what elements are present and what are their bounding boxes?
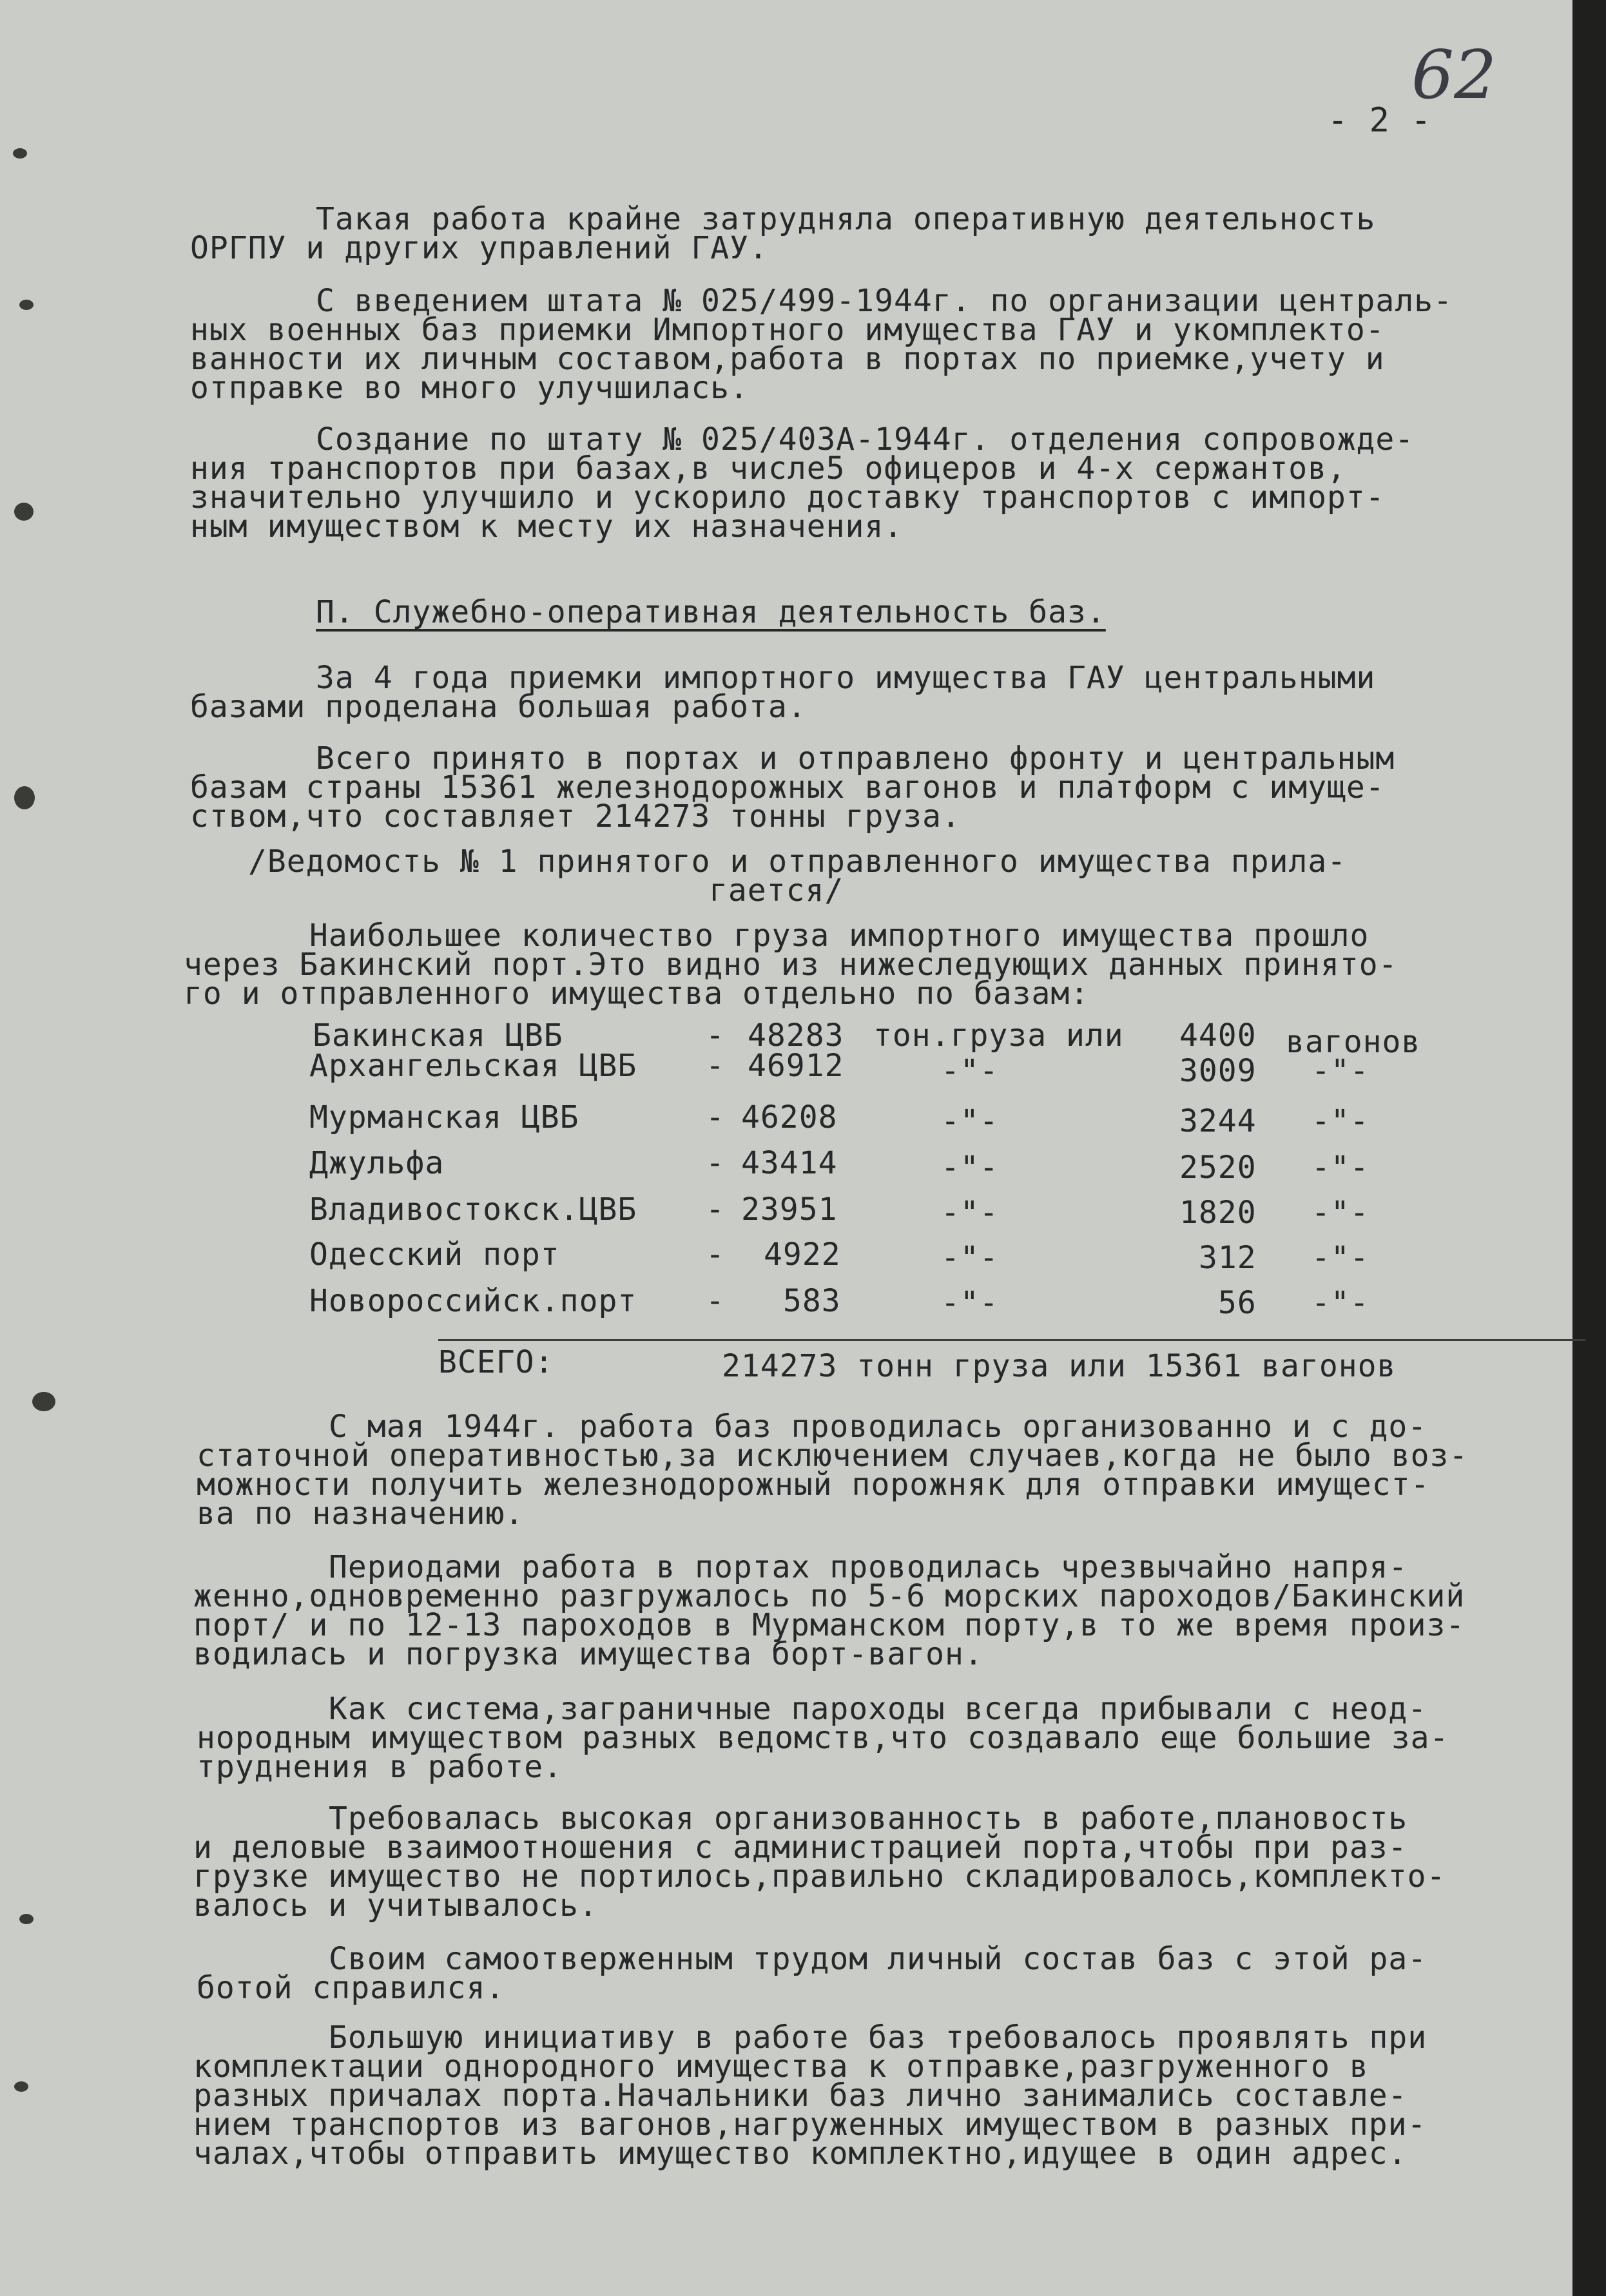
- dash: -: [706, 1048, 725, 1084]
- binding-hole: [14, 786, 35, 809]
- text-line: порт/ и по 12-13 пароходов в Мурманском порту,в то же время произ-: [193, 1607, 1466, 1643]
- base-name: Одесский порт: [309, 1237, 560, 1273]
- total-label: ВСЕГО:: [438, 1344, 554, 1380]
- text-line: женно,одновременно разгружалось по 5-6 морских пароходов/Бакинский: [193, 1578, 1466, 1614]
- binding-hole: [14, 503, 34, 521]
- binding-hole: [13, 148, 27, 159]
- wagons-value: 312: [1199, 1240, 1257, 1276]
- base-name: Джульфа: [309, 1145, 445, 1181]
- text-line: отправке во много улучшилась.: [190, 370, 750, 406]
- text-line: базам страны 15361 железнодорожных вагонов и платформ с имуще-: [190, 769, 1385, 806]
- text-line: водилась и погрузка имущества борт-вагон.: [193, 1636, 983, 1672]
- text-line: гается/: [709, 873, 844, 909]
- tons-value: 43414: [741, 1145, 838, 1181]
- section-heading: П. Служебно-оперативная деятельность баз.: [316, 594, 1106, 630]
- text-line: Всего принято в портах и отправлено фронту и центральным: [316, 740, 1395, 777]
- text-line: грузке имущество не портилось,правильно складировалось,комплекто-: [193, 1858, 1446, 1895]
- ditto-mark: -"-: [1311, 1053, 1369, 1089]
- base-name: Архангельская ЦВБ: [309, 1048, 637, 1084]
- ditto-mark: -"-: [1311, 1150, 1369, 1186]
- dash: -: [706, 1237, 725, 1273]
- text-line: труднения в работе.: [197, 1749, 563, 1785]
- ditto-mark: -"-: [1311, 1195, 1369, 1231]
- page-number: - 2 -: [1328, 101, 1432, 140]
- text-line: Как система,заграничные пароходы всегда прибывали с неод-: [329, 1691, 1427, 1727]
- binding-hole: [19, 300, 34, 310]
- text-line: значительно улучшило и ускорило доставку транспортов с импорт-: [190, 479, 1385, 516]
- text-line: ОРГПУ и других управлений ГАУ.: [190, 230, 768, 266]
- tons-value: 48283: [748, 1018, 844, 1054]
- unit-text: тон.груза или: [873, 1018, 1124, 1054]
- ditto-mark: -"-: [941, 1195, 999, 1231]
- wagons-value: 3244: [1179, 1103, 1257, 1139]
- dash: -: [706, 1191, 725, 1228]
- tons-value: 4922: [764, 1237, 841, 1273]
- wagons-value: 4400: [1179, 1018, 1257, 1054]
- tons-value: 23951: [741, 1191, 838, 1228]
- wagons-value: 1820: [1179, 1195, 1257, 1231]
- binding-hole: [19, 1914, 34, 1924]
- ditto-mark: -"-: [941, 1103, 999, 1139]
- ditto-mark: -"-: [941, 1240, 999, 1276]
- total-rule: [438, 1339, 1585, 1341]
- total-value: 214273 тонн груза или 15361 вагонов: [722, 1348, 1397, 1384]
- text-line: ния транспортов при базах,в числе5 офицеров и 4-х сержантов,: [190, 450, 1346, 487]
- dash: -: [706, 1283, 725, 1319]
- ditto-mark: -"-: [941, 1150, 999, 1186]
- text-line: Большую инициативу в работе баз требовалось проявлять при: [329, 2020, 1427, 2056]
- text-line: Периодами работа в портах проводилась чрезвычайно напря-: [329, 1549, 1408, 1585]
- ditto-mark: -"-: [1311, 1240, 1369, 1276]
- text-line: нородным имуществом разных ведомств,что создавало еще большие за-: [197, 1720, 1449, 1756]
- unit-text: вагонов: [1286, 1024, 1421, 1060]
- ditto-mark: -"-: [1311, 1285, 1369, 1321]
- text-line: Создание по штату № 025/403А-1944г. отделения сопровожде-: [316, 421, 1415, 458]
- text-line: ва по назначению.: [197, 1496, 525, 1532]
- tons-value: 46208: [741, 1099, 838, 1135]
- text-line: статочной оперативностью,за исключением случаев,когда не было воз-: [197, 1438, 1469, 1474]
- text-line: С мая 1944г. работа баз проводилась организованно и с до-: [329, 1409, 1427, 1445]
- text-line: За 4 года приемки импортного имущества ГАУ центральными: [316, 660, 1376, 696]
- base-name: Бакинская ЦВБ: [313, 1018, 563, 1054]
- base-name: Мурманская ЦВБ: [309, 1099, 579, 1135]
- base-name: Новороссийск.порт: [309, 1283, 637, 1319]
- text-line: /Ведомость № 1 принятого и отправленного имущества прила-: [248, 844, 1347, 880]
- handwritten-page-number: 62: [1411, 35, 1497, 114]
- text-line: комплектации однородного имущества к отправке,разгруженного в: [193, 2049, 1369, 2085]
- ditto-mark: -"-: [941, 1285, 999, 1321]
- text-line: ных военных баз приемки Импортного имущества ГАУ и укомплекто-: [190, 312, 1385, 348]
- text-line: ботой справился.: [197, 1970, 505, 2006]
- tons-value: 46912: [748, 1048, 844, 1084]
- dash: -: [706, 1018, 725, 1054]
- wagons-value: 3009: [1179, 1053, 1257, 1089]
- dash: -: [706, 1145, 725, 1181]
- base-name: Владивостокск.ЦВБ: [309, 1191, 637, 1228]
- text-line: базами проделана большая работа.: [190, 689, 807, 725]
- text-line: Требовалась высокая организованность в работе,плановость: [329, 1800, 1408, 1837]
- dash: -: [706, 1099, 725, 1135]
- text-line: через Бакинский порт.Это видно из нижеследующих данных принято-: [184, 947, 1398, 983]
- binding-hole: [32, 1392, 55, 1411]
- text-line: ванности их личным составом,работа в портах по приемке,учету и: [190, 341, 1385, 377]
- text-line: нием транспортов из вагонов,нагруженных имуществом в разных при-: [193, 2107, 1427, 2143]
- page-edge-shadow: [1572, 0, 1606, 2296]
- text-line: можности получить железнодорожный порожняк для отправки имущест-: [197, 1467, 1430, 1503]
- text-line: разных причалах порта.Начальники баз лично занимались составле-: [193, 2078, 1408, 2114]
- wagons-value: 56: [1218, 1285, 1257, 1321]
- ditto-mark: -"-: [941, 1053, 999, 1089]
- ditto-mark: -"-: [1311, 1103, 1369, 1139]
- binding-hole: [14, 2081, 28, 2092]
- text-line: Своим самоотверженным трудом личный состав баз с этой ра-: [329, 1941, 1427, 1977]
- text-line: го и отправленного имущества отдельно по базам:: [184, 976, 1090, 1012]
- text-line: Наибольшее количество груза импортного имущества прошло: [309, 918, 1369, 954]
- text-line: ством,что составляет 214273 тонны груза.: [190, 798, 961, 834]
- text-line: С введением штата № 025/499-1944г. по организации централь-: [316, 283, 1453, 319]
- text-line: валось и учитывалось.: [193, 1887, 598, 1924]
- text-line: чалах,чтобы отправить имущество комплектно,идущее в один адрес.: [193, 2136, 1408, 2172]
- text-line: Такая работа крайне затрудняла оперативную деятельность: [316, 201, 1376, 237]
- text-line: и деловые взаимоотношения с администрацией порта,чтобы при раз-: [193, 1829, 1408, 1866]
- tons-value: 583: [783, 1283, 841, 1319]
- wagons-value: 2520: [1179, 1150, 1257, 1186]
- text-line: ным имуществом к месту их назначения.: [190, 508, 904, 545]
